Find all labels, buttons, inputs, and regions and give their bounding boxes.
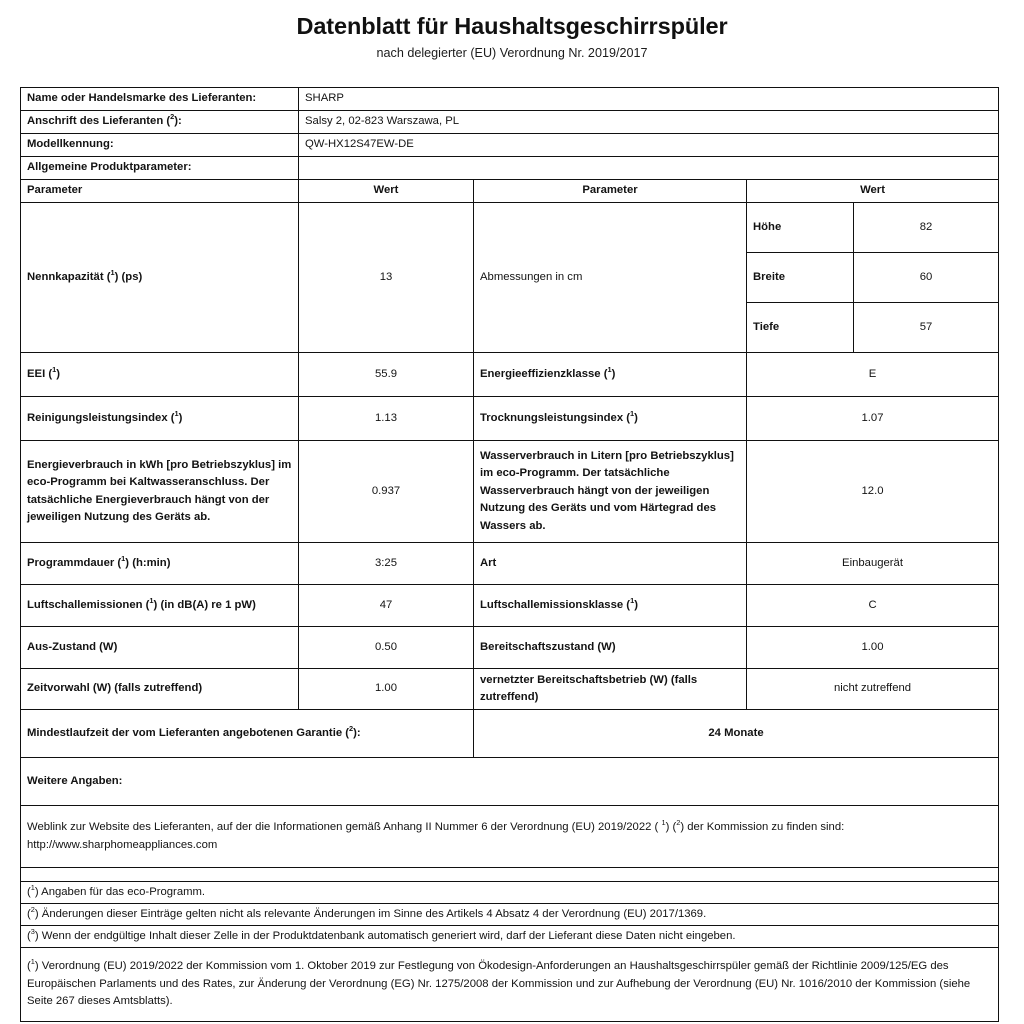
- footnote-marker: 2: [30, 904, 35, 914]
- footnote-marker: 1: [661, 818, 666, 828]
- dimensions-label: Abmessungen in cm: [474, 203, 747, 353]
- table-row-further-information: [21, 758, 999, 806]
- footnote-marker: 1: [607, 364, 612, 374]
- rated-capacity-value: 13: [299, 203, 474, 353]
- footnote-marker: 1: [30, 882, 35, 892]
- off-mode-value: 0.50: [299, 627, 474, 669]
- footnote-marker: 1: [52, 364, 57, 374]
- page-title: Datenblatt für Haushaltsgeschirrspüler: [296, 13, 728, 39]
- footnote-marker: 1: [630, 595, 635, 605]
- footnote-marker: 1: [121, 553, 126, 563]
- energy-efficiency-class-value: E: [747, 353, 999, 397]
- supplier-name-value: SHARP: [299, 88, 999, 111]
- column-header-parameter-left: Parameter: [21, 180, 299, 203]
- delay-start-label: Zeitvorwahl (W) (falls zutreffend): [21, 669, 299, 710]
- footnote-marker: 2: [170, 112, 175, 122]
- rated-capacity-label: Nennkapazität ($^1$) (ps): [21, 203, 299, 353]
- footnote-marker: 2: [676, 818, 681, 828]
- column-header-value-right: Wert: [747, 180, 999, 203]
- drying-performance-index-label: Trocknungsleistungsindex ($^1$): [474, 397, 747, 441]
- supplier-address-value: Salsy 2, 02-823 Warszawa, PL: [299, 111, 999, 134]
- footnote-1: ($^1$) Angaben für das eco-Programm.: [21, 882, 999, 904]
- footnote-marker: 1: [149, 595, 154, 605]
- drying-performance-index-value: 1.07: [747, 397, 999, 441]
- networked-standby-value: nicht zutreffend: [747, 669, 999, 710]
- appliance-type-label: Art: [474, 543, 747, 585]
- table-row-spacer: [21, 868, 999, 882]
- cleaning-performance-index-label: Reinigungsleistungsindex ($^1$): [21, 397, 299, 441]
- table-row-footnote: [21, 882, 999, 904]
- document-header: [0, 0, 1024, 60]
- guarantee-value: 24 Monate: [474, 710, 999, 758]
- dimension-depth-label: Tiefe: [747, 303, 854, 353]
- spacer-cell: [21, 868, 999, 882]
- off-mode-label: Aus-Zustand (W): [21, 627, 299, 669]
- cleaning-performance-index-value: 1.13: [299, 397, 474, 441]
- energy-consumption-value: 0.937: [299, 441, 474, 543]
- table-row-supplier-name: [21, 88, 999, 111]
- dimension-height-label: Höhe: [747, 203, 854, 253]
- guarantee-label: Mindestlaufzeit der vom Lieferanten angebotenen Garantie ($^2$):: [21, 710, 474, 758]
- table-row-model: [21, 134, 999, 157]
- airborne-noise-class-label: Luftschallemissionsklasse ($^1$): [474, 585, 747, 627]
- column-header-parameter-right: Parameter: [474, 180, 747, 203]
- table-row-duration-type: [21, 543, 999, 585]
- airborne-noise-class-value: C: [747, 585, 999, 627]
- footnote-marker: 2: [349, 723, 354, 733]
- further-information-label: Weitere Angaben:: [21, 758, 999, 806]
- product-information-table: [20, 87, 999, 1022]
- dimension-depth-value: 57: [854, 303, 999, 353]
- table-row-footnote: [21, 904, 999, 926]
- airborne-noise-label: Luftschallemissionen ($^1$) (in dB(A) re 1 pW): [21, 585, 299, 627]
- supplier-address-label: Anschrift des Lieferanten ($^2$):: [21, 111, 299, 134]
- footnote-3: ($^3$) Wenn der endgültige Inhalt dieser Zelle in der Produktdatenbank automatisch generiert wird, darf der Lieferant diese Daten nicht eingeben.: [21, 926, 999, 948]
- table-row-consumption: [21, 441, 999, 543]
- table-row-noise: [21, 585, 999, 627]
- energy-consumption-label: Energieverbrauch in kWh [pro Betriebszyklus] im eco-Programm bei Kaltwasseranschluss. Der tatsächliche Energieverbrauch hängt von der jeweiligen Nutzung des Geräts ab.: [21, 441, 299, 543]
- program-duration-value: 3:25: [299, 543, 474, 585]
- table-row-column-headers: [21, 180, 999, 203]
- table-row-general-parameters: [21, 157, 999, 180]
- dimension-height-value: 82: [854, 203, 999, 253]
- table-row-footnote: [21, 926, 999, 948]
- table-row-guarantee: [21, 710, 999, 758]
- footnote-marker: 1: [110, 267, 115, 277]
- model-value: QW-HX12S47EW-DE: [299, 134, 999, 157]
- footnote-4: ($^1$) Verordnung (EU) 2019/2022 der Kommission vom 1. Oktober 2019 zur Festlegung von Ökodesign-Anforderungen an Haushaltsgeschirrspüler gemäß der Richtlinie 2009/125/EG des Europäischen Parlaments und des Rates, zur Änderung der Verordnung (EG) Nr. 1275/2008 der Kommission und zur Aufhebung der Verordnung (EU) Nr. 1016/2010 der Kommission (siehe Seite 267 dieses Amtsblatts).: [21, 948, 999, 1022]
- water-consumption-label: Wasserverbrauch in Litern [pro Betriebszyklus] im eco-Programm. Der tatsächliche Wasserverbrauch hängt von der jeweiligen Nutzung des Geräts und vom Härtegrad des Wassers ab.: [474, 441, 747, 543]
- table-row-supplier-address: [21, 111, 999, 134]
- standby-mode-label: Bereitschaftszustand (W): [474, 627, 747, 669]
- product-information-table-wrapper: [20, 87, 998, 1022]
- energy-efficiency-class-label: Energieeffizienzklasse ($^1$): [474, 353, 747, 397]
- table-row-eei: [21, 353, 999, 397]
- delay-start-value: 1.00: [299, 669, 474, 710]
- page-subtitle: nach delegierter (EU) Verordnung Nr. 2019/2017: [376, 46, 648, 61]
- dimension-width-value: 60: [854, 253, 999, 303]
- general-parameters-label: Allgemeine Produktparameter:: [21, 157, 299, 180]
- general-parameters-value: [299, 157, 999, 180]
- table-row-footnote: [21, 948, 999, 1022]
- footnote-marker: 1: [630, 408, 635, 418]
- supplier-name-label: Name oder Handelsmarke des Lieferanten:: [21, 88, 299, 111]
- program-duration-label: Programmdauer ($^1$) (h:min): [21, 543, 299, 585]
- column-header-value-left: Wert: [299, 180, 474, 203]
- water-consumption-value: 12.0: [747, 441, 999, 543]
- dimension-width-label: Breite: [747, 253, 854, 303]
- table-row-capacity-height: [21, 203, 999, 253]
- footnote-marker: 3: [30, 926, 35, 936]
- table-row-delay-networked: [21, 669, 999, 710]
- networked-standby-label: vernetzter Bereitschaftsbetrieb (W) (falls zutreffend): [474, 669, 747, 710]
- standby-mode-value: 1.00: [747, 627, 999, 669]
- footnote-marker: 1: [174, 408, 179, 418]
- table-row-cleaning-drying-index: [21, 397, 999, 441]
- model-label: Modellkennung:: [21, 134, 299, 157]
- appliance-type-value: Einbaugerät: [747, 543, 999, 585]
- eei-value: 55.9: [299, 353, 474, 397]
- footnote-2: ($^2$) Änderungen dieser Einträge gelten nicht als relevante Änderungen im Sinne des Artikels 4 Absatz 4 der Verordnung (EU) 2017/1369.: [21, 904, 999, 926]
- supplier-weblink-text: Weblink zur Website des Lieferanten, auf der die Informationen gemäß Anhang II Nummer 6 der Verordnung (EU) 2019/2022 ( $^1$) ($^2$) der Kommission zu finden sind: http://www.sharphomeappliances.com: [21, 806, 999, 868]
- footnote-marker: 1: [30, 957, 35, 967]
- eei-label: EEI ($^1$): [21, 353, 299, 397]
- table-row-off-standby: [21, 627, 999, 669]
- airborne-noise-value: 47: [299, 585, 474, 627]
- table-row-weblink: [21, 806, 999, 868]
